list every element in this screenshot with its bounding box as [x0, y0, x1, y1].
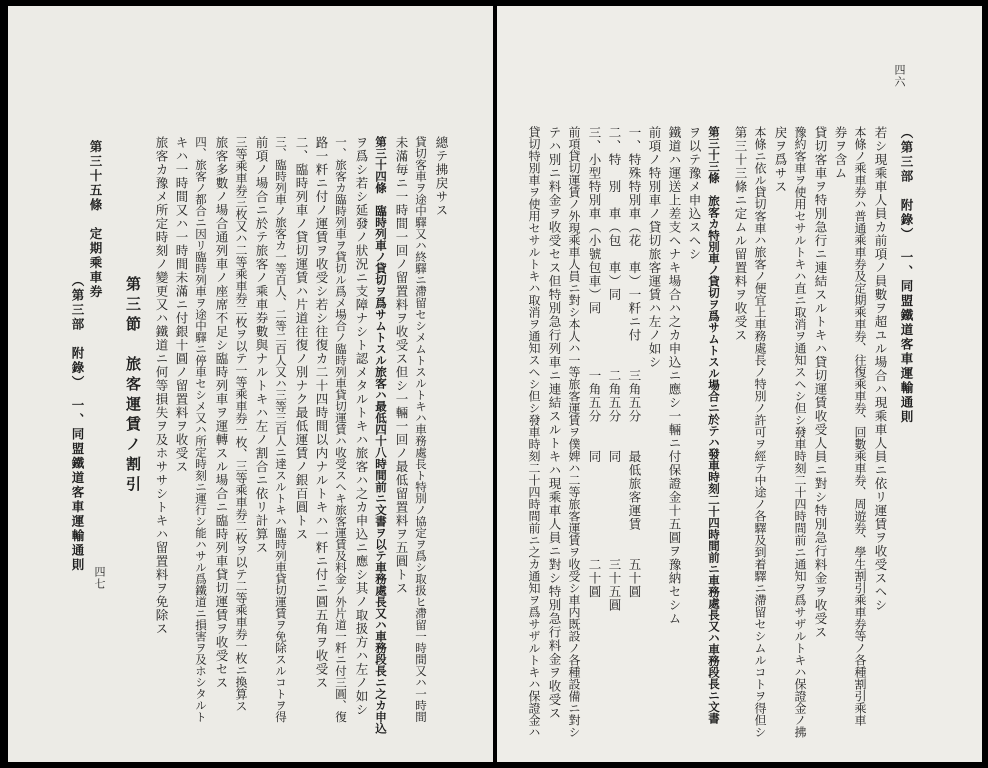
text-line: 本條ノ乘車券ハ普通乘車券及定期乘車券、往復乘車券、回數乘車券、周遊券、學生割引乘車券等ノ各種割引乘車 — [853, 126, 867, 726]
text-line: テハ別ニ料金ヲ收受セス但特別急行列車ニ連結スルトキハ現乘車人員ニ對シ特別急行料金ヲ收受ス — [547, 126, 562, 720]
text-line: 總テ拂戻サス — [434, 136, 449, 217]
text-line: 四、旅客ノ都合ニ因リ臨時列車ヲ途中驛ニ停車セシメ又ハ所定時刻ニ運行シ能ハサル爲鐵道ニ損害ヲ及ホシタルト — [194, 136, 208, 723]
text-line: 三、臨時列車ノ旅客カ一等百人、二等二百人又ハ三等三百人ニ達スルトキハ臨時列車貸切運賃ヲ免除スルコトヲ得 — [274, 136, 288, 723]
page-number: 四六 — [893, 64, 906, 88]
right-page — [497, 6, 982, 762]
text-line: 一、特殊特別車（花 車）一粁ニ付 三角五分 最低旅客運賃 五十圓 — [627, 126, 642, 599]
text-line: 前項ノ場合ニ於テ旅客ノ乘車券數與ナルトキハ左ノ割合ニ依リ計算ス — [254, 136, 269, 555]
article-34: 第三十四條 臨時列車ノ貸切ヲ爲サムトスル旅客ハ最低四十八時間前ニ文書ヲ以テ車務處長又ハ車務段長ニ之カ申込 — [374, 136, 388, 734]
running-head: （第三部 附錄） 一、同盟鐵道客車運輸通則 — [899, 126, 914, 425]
text-line: 路一粁ニ付ノ運賃ヲ收受シ若シ往復カ二十四時間以内ナルトキハ一粁ニ付ニ圓五角ヲ收受ス — [314, 136, 329, 690]
text-line: 未滿毎ニ一時間一回ノ留置料ヲ收受ス但シ一輛一回ノ最低留置料ヲ五圓トス — [394, 136, 409, 595]
text-line: 旅客多數ノ場合通列車ノ座席不足シ臨時列車ヲ運轉スル場合ニ臨時列車貸切運賃ヲ收受セス — [214, 136, 229, 690]
text-line: ヲ爲シ若シ延發ノ狀況ニ支障ナシト認メタルトキハ旅客ハ之カ申込ニ應シ其ノ取扱方ハ左ノ如シ — [354, 136, 369, 717]
text-line: 第三十三條ニ定ムル留置料ヲ收受ス — [733, 126, 748, 342]
article-33: 第三十三條 旅客カ特別車ノ貸切ヲ爲サムトスル場合ニ於テハ發車時刻二十四時間前ニ車務處長又ハ車務段長ニ文書 — [707, 126, 721, 724]
text-line: 三、小型特別車（小號包車）同 一角五分 同 二十圓 — [587, 126, 602, 599]
article-title: 第三十五條 定期乘車券 — [88, 140, 103, 300]
text-line: 豫約客車ヲ使用セサルトキハ直ニ取消ヲ通知スヘシ但シ發車時刻二十四時間前ニ通知ヲ爲サザルトキハ保證金ノ拂 — [793, 126, 807, 738]
text-line: ヲ以テ豫メ申込スヘシ — [687, 126, 702, 261]
text-line: 前項ノ特別車ノ貸切旅客運賃ハ左ノ如シ — [647, 126, 662, 369]
page-number: 四七 — [93, 566, 106, 590]
text-line: 貸切特別車ヲ使用セサルトキハ取消ヲ通知スヘシ但シ發車時刻二十四時間前ニ之カ通知ヲ爲サザルトキハ保證金ハ — [527, 126, 541, 738]
text-line: 三等乘車券三枚又ハ二等乘車券二枚ヲ以テ一等乘車券一枚、三等乘車券二枚ヲ以テ二等乘車券一枚ニ換算ス — [234, 136, 248, 712]
section-title: 第三節 旅客運賃ノ割引 — [124, 276, 142, 496]
text-line: 本條ニ依ル貸切客車ハ旅客ノ便宜上車務處長ノ特別ノ許可ヲ經テ中途ノ各驛及到着驛ニ滯留セシムルコトヲ得但シ — [753, 126, 767, 738]
text-line: 二、特 別 車（包 車）同 二角五分 同 三十五圓 — [607, 126, 622, 612]
text-line: 戻ヲ爲サス — [773, 126, 788, 194]
text-line: 旅客カ豫メ所定時刻ノ變更又ハ鐵道ニ何等損失ヲ及ホササシトキハ留置料ヲ免除ス — [154, 136, 169, 636]
text-line: キハ一時間又ハ一時間未滿ニ付銀十圓ノ留置料ヲ收受ス — [174, 136, 189, 474]
text-line: 若シ現乘車人員カ前項ノ員數ヲ超ユル場合ハ現乘車人員ニ依リ運賃ヲ收受スヘシ — [873, 126, 888, 612]
text-line: 一、旅客カ臨時列車ヲ貸切ル爲メ場合ノ臨時列車貸切運賃ハ收受スヘキ旅客運賃及料金ノ外片道一粁ニ付三圓、復 — [334, 136, 348, 723]
text-line: 貸切客車ヲ途中驛又ハ終驛ニ滯留セシメムトスルトキハ車務處長ト特別ノ協定ヲ爲シ取扱ヒ滯留一時間又ハ一時間 — [414, 136, 428, 723]
left-page — [8, 6, 493, 762]
text-line: 貸切客車ヲ特別急行ニ連結スルトキハ貸切運賃收受人員ニ對シ特別急行料金ヲ收受ス — [813, 126, 828, 639]
text-line: 券ヲ含ム — [833, 126, 848, 180]
text-line: 前項貸切運賃ノ外現乘車人員ニ對シ本人ハ一等旅客運賃ヲ僕婢ハ二等旅客運賃ヲ收受シ車内既設ノ各種設備ニ對シ — [567, 126, 581, 738]
running-head: （第三部 附錄） 一、同盟鐵道客車運輸通則 — [70, 274, 85, 573]
text-line: 鐵道ハ運送上差支ヘナキ場合ハ之カ申込ニ應シ一輛ニ付保證金十五圓ヲ豫納セシム — [667, 126, 682, 626]
text-line: 二、臨時列車ノ貸切運賃ハ片道往復ノ別ナク最低運賃ノ銀百圓トス — [294, 136, 309, 541]
